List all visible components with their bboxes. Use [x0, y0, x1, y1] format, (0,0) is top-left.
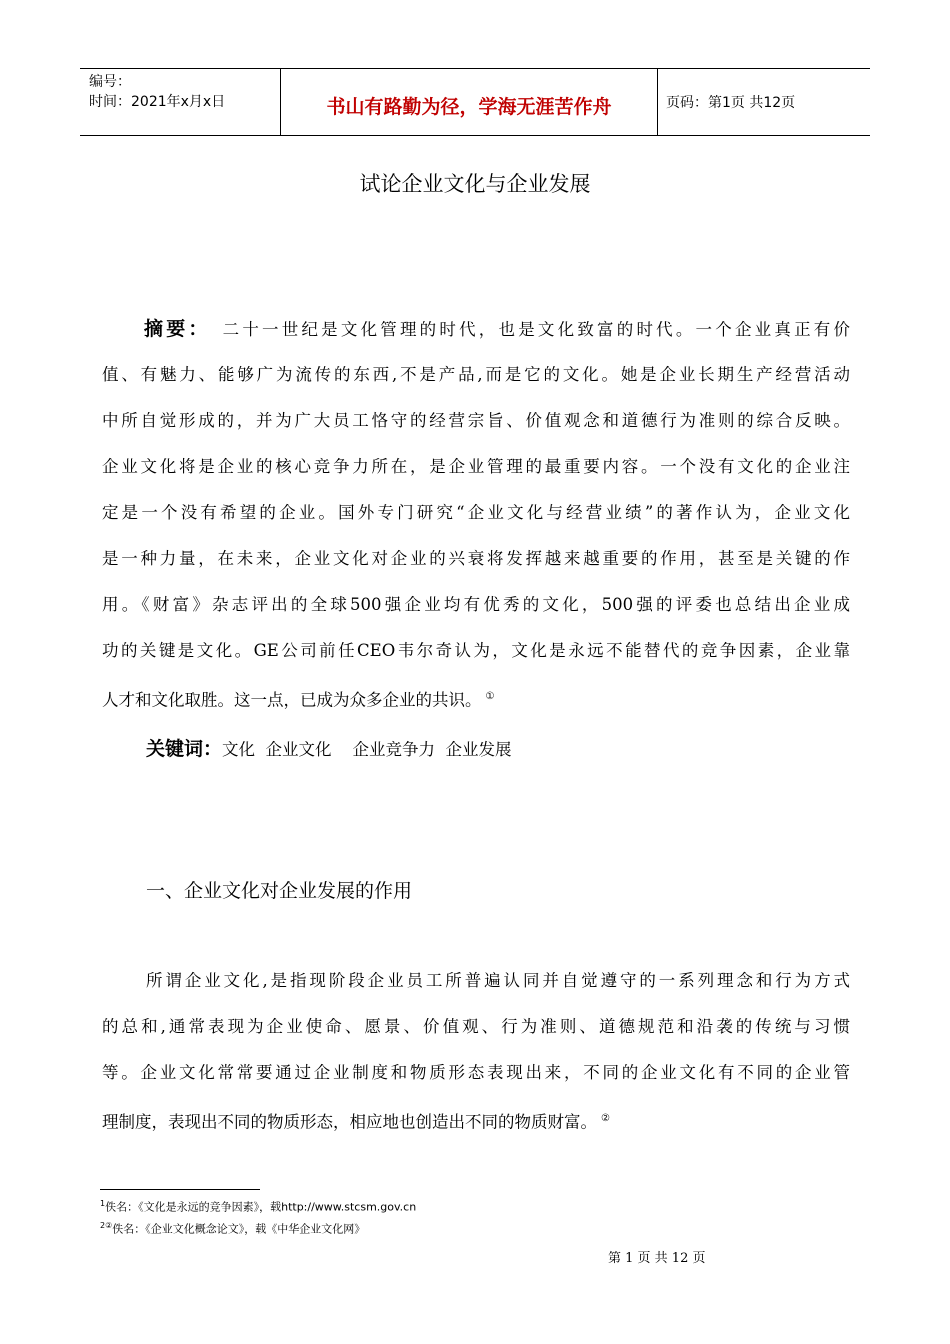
abstract-line: 值、有魅力、能够广为流传的东西,不是产品,而是它的文化。她是企业长期生产经营活动 [102, 365, 850, 384]
keywords-line [146, 734, 511, 761]
header-table [80, 68, 870, 136]
keywords-text: 文化 企业文化 企业竞争力 企业发展 [222, 740, 512, 759]
abstract-label: 摘要： [144, 318, 211, 340]
header-motto: 书山有路勤为径，学海无涯苦作舟 [281, 69, 658, 135]
abstract-line: 定是一个没有希望的企业。国外专门研究“企业文化与经营业绩”的著作认为，企业文化 [102, 503, 850, 522]
footnote-separator [100, 1189, 260, 1190]
abstract-line: 摘要： 二十一世纪是文化管理的时代，也是文化致富的时代。一个企业真正有价 [144, 318, 850, 340]
page-footer: 第 1 页 共 12 页 [608, 1251, 706, 1266]
abstract-line: 中所自觉形成的，并为广大员工恪守的经营宗旨、价值观念和道德行为准则的综合反映。 [102, 411, 850, 430]
section-paragraph [102, 958, 850, 1142]
section-heading: 一、企业文化对企业发展的作用 [146, 880, 413, 902]
paragraph-line: 等。企业文化常常要通过企业制度和物质形态表现出来，不同的企业文化有不同的企业管 [102, 1063, 850, 1082]
keywords-label: 关键词： [146, 738, 223, 760]
document-date: 时间：2021年x月x日 [89, 94, 226, 110]
header-page-info: 页码：第1页 共12页 [666, 95, 796, 111]
footnote-reference[interactable]: ② [601, 1113, 610, 1124]
abstract-line: 人才和文化取胜。这一点，已成为众多企业的共识。 ① [102, 690, 495, 710]
paragraph-line: 的总和,通常表现为企业使命、愿景、价值观、行为准则、道德规范和沿袭的传统与习惯 [102, 1017, 850, 1036]
footnote-item: $^1$佚名：《文化是永远的竞争因素》，载http://www.stcsm.gov.cn [100, 1199, 417, 1214]
document-number-label: 编号： [89, 74, 131, 90]
header-meta-cell [80, 69, 281, 135]
footnotes [100, 1195, 416, 1238]
abstract-line: 企业文化将是企业的核心竞争力所在，是企业管理的最重要内容。一个没有文化的企业注 [102, 457, 850, 476]
paragraph-line: 理制度，表现出不同的物质形态，相应地也创造出不同的物质财富。 ② [102, 1112, 610, 1132]
abstract-line: 用。《财富》杂志评出的全球500强企业均有优秀的文化，500强的评委也总结出企业成 [102, 595, 850, 614]
abstract-line: 功的关键是文化。GE公司前任CEO韦尔奇认为，文化是永远不能替代的竞争因素，企业靠 [102, 641, 850, 660]
paragraph-line: 所谓企业文化,是指现阶段企业员工所普遍认同并自觉遵守的一系列理念和行为方式 [146, 971, 850, 990]
document-title: 试论企业文化与企业发展 [359, 172, 591, 196]
footnote-reference[interactable]: ① [485, 691, 495, 702]
abstract-line: 是一种力量，在未来，企业文化对企业的兴衰将发挥越来越重要的作用，甚至是关键的作 [102, 549, 850, 568]
abstract-paragraph [102, 306, 850, 720]
footnote-item: $^{2②}$佚名：《企业文化概念论文》，载《中华企业文化网》 [100, 1220, 366, 1236]
